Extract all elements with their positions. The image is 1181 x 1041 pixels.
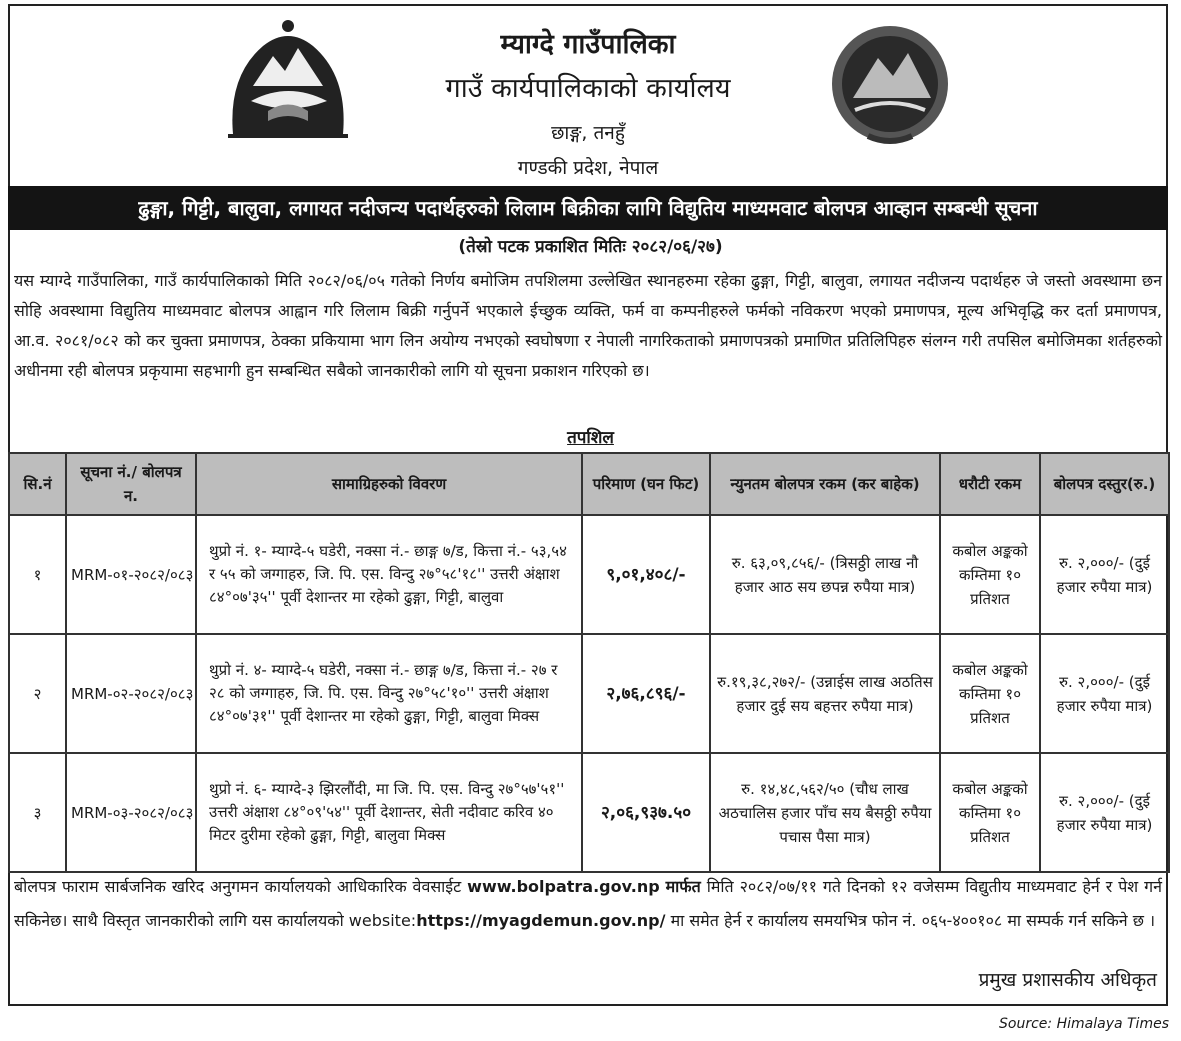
header-quantity: परिमाण (घन फिट): [582, 453, 710, 515]
notice-title: ढुङ्गा, गिट्टी, बालुवा, लगायत नदीजन्य पदार्थहरुको लिलाम बिक्रीका लागि विद्युतिय माध्यमवाट बोलपत्र आव्हान सम्बन्धी सूचना: [8, 186, 1168, 230]
footer-text-d: मा समेत हेर्न र कार्यालय समयभित्र फोन नं. ०६५-४००१०८ मा सम्पर्क गर्न सकिने छ ।: [670, 911, 1156, 930]
row-deposit: कबोल अङ्कको कम्तिमा १० प्रतिशत: [940, 515, 1040, 634]
header-min-bid: न्युनतम बोलपत्र रकम (कर बाहेक): [710, 453, 940, 515]
bid-table: [8, 452, 1170, 873]
intro-paragraph: यस म्याग्दे गाउँपालिका, गाउँ कार्यपालिकाको मिति २०८२/०६/०५ गतेको निर्णय बमोजिम तपशिलमा उल्लेखित स्थानहरुमा रहेका ढुङ्गा, गिट्टी, बालुवा, लगायत नदीजन्य पदार्थहरु जे जस्तो अवस्थामा छन सोहि अवस्थामा विद्युतिय माध्यमवाट बोलपत्र आह्वान गरि लिलाम बिक्री गर्नुपर्ने भएकाले ईच्छुक व्यक्ति, फर्म वा कम्पनीहरुले फर्मको नविकरण भएको प्रमाणपत्र, मूल्य अभिवृद्धि कर दर्ता प्रमाणपत्र, आ.व. २०८१/०८२ को कर चुक्ता प्रमाणपत्र, ठेक्का प्रकियामा भाग लिन अयोग्य नभएको स्वघोषणा र नेपाली नागरिकताको प्रमाणपत्रको प्रमाणित प्रतिलिपिहरु संलग्न गरी तपसिल बमोजिमका शर्तहरुको अधीनमा रही बोलपत्र प्रकृयामा सहभागी हुन सम्बन्धित सबैको जानकारीको लागि यो सूचना प्रकाशन गरिएको छ।: [14, 271, 1162, 380]
header-notice-no: सूचना नं./ बोलपत्र न.: [66, 453, 196, 515]
province-name: गण्डकी प्रदेश, नेपाल: [517, 157, 659, 179]
row-description: थुप्रो नं. ६- म्याग्दे-३ झिरलौंदी, मा जि. पि. एस. विन्दु २७°५७'५१'' उत्तरी अंक्षाश ८४°०९'५४'' पूर्वी देशान्तर, सेती नदीवाट करिव ४० मिटर दुरीमा रहेको ढुङ्गा, गिट्टी, बालुवा मिक्स: [196, 753, 582, 872]
footer-text-b: मार्फत: [665, 877, 701, 896]
signatory: प्रमुख प्रशासकीय अधिकृत: [978, 969, 1157, 991]
bolpatra-link[interactable]: www.bolpatra.gov.np: [467, 877, 660, 896]
footer-text-c: मिति २०८२/०७/११ गते दिनको १२ वजेसम्म विद्युतीय माध्यमवाट हेर्न र पेश गर्न सकिनेछ। साथै विस्तृत जानकारीको लागि यस कार्यालयको website:: [14, 877, 1162, 930]
header-sn: सि.नं: [9, 453, 66, 515]
row-quantity: २,७६,८९६/-: [582, 634, 710, 753]
website-link[interactable]: https://myagdemun.gov.np/: [416, 911, 666, 930]
row-deposit: कबोल अङ्कको कम्तिमा १० प्रतिशत: [940, 753, 1040, 872]
source-credit: Source: Himalaya Times: [999, 1016, 1169, 1032]
municipality-name: म्याग्दे गाउँपालिका: [500, 29, 676, 60]
office-location: छाङ्ग, तनहुँ: [551, 122, 625, 144]
row-quantity: २,०६,९३७.५०: [582, 753, 710, 872]
row-notice-no: MRM-०३-२०८२/०८३: [66, 753, 196, 872]
row-sn: १: [9, 515, 66, 634]
table-row: [9, 634, 1169, 753]
row-quantity: ९,०१,४०८/-: [582, 515, 710, 634]
row-fee: रु. २,०००/- (दुई हजार रुपैया मात्र): [1040, 634, 1169, 753]
table-row: [9, 753, 1169, 872]
row-fee: रु. २,०००/- (दुई हजार रुपैया मात्र): [1040, 515, 1169, 634]
row-description: थुप्रो नं. १- म्याग्दे-५ घडेरी, नक्सा नं.- छाङ्ग ७/ड, कित्ता नं.- ५३,५४ र ५५ को जग्गाहरु, जि. पि. एस. विन्दु २७°५८'१८'' उत्तरी अंक्षाश ८४°०७'३५'' पूर्वी देशान्तर मा रहेको ढुङ्गा, गिट्टी, बालुवा: [196, 515, 582, 634]
publication-date: (तेस्रो पटक प्रकाशित मितिः २०८२/०६/२७): [458, 237, 723, 257]
row-deposit: कबोल अङ्कको कम्तिमा १० प्रतिशत: [940, 634, 1040, 753]
footer-text-a: बोलपत्र फाराम सार्बजनिक खरिद अनुगमन कार्यालयको आधिकारिक वेवसाईट: [14, 877, 462, 896]
notice-header: [8, 4, 1168, 186]
footer-paragraph: [14, 870, 1162, 938]
table-row: [9, 515, 1169, 634]
row-fee: रु. २,०००/- (दुई हजार रुपैया मात्र): [1040, 753, 1169, 872]
office-name: गाउँ कार्यपालिकाको कार्यालय: [445, 73, 731, 104]
row-min-bid: रु. ६३,०९,८५६/- (त्रिसठ्ठी लाख नौ हजार आठ सय छपन्न रुपैया मात्र): [710, 515, 940, 634]
header-fee: बोलपत्र दस्तुर(रु.): [1040, 453, 1169, 515]
row-min-bid: रु.१९,३८,२७२/- (उन्नाईस लाख अठतिस हजार दुई सय बहत्तर रुपैया मात्र): [710, 634, 940, 753]
row-sn: २: [9, 634, 66, 753]
row-description: थुप्रो नं. ४- म्याग्दे-५ घडेरी, नक्सा नं.- छाङ्ग ७/ड, कित्ता नं.- २७ र २८ को जग्गाहरु, जि. पि. एस. विन्दु २७°५८'१०'' उत्तरी अंक्षाश ८४°०७'३१'' पूर्वी देशान्तर मा रहेको ढुङ्गा, गिट्टी, बालुवा मिक्स: [196, 634, 582, 753]
row-min-bid: रु. १४,४८,५६२/५० (चौध लाख अठचालिस हजार पाँच सय बैसठ्ठी रुपैया पचास पैसा मात्र): [710, 753, 940, 872]
header-deposit: धरौटी रकम: [940, 453, 1040, 515]
table-header-row: [9, 453, 1169, 515]
row-notice-no: MRM-०२-२०८२/०८३: [66, 634, 196, 753]
schedule-heading: तपशिल: [567, 428, 614, 448]
row-sn: ३: [9, 753, 66, 872]
row-notice-no: MRM-०१-२०८२/०८३: [66, 515, 196, 634]
header-description: सामाग्रिहरुको विवरण: [196, 453, 582, 515]
